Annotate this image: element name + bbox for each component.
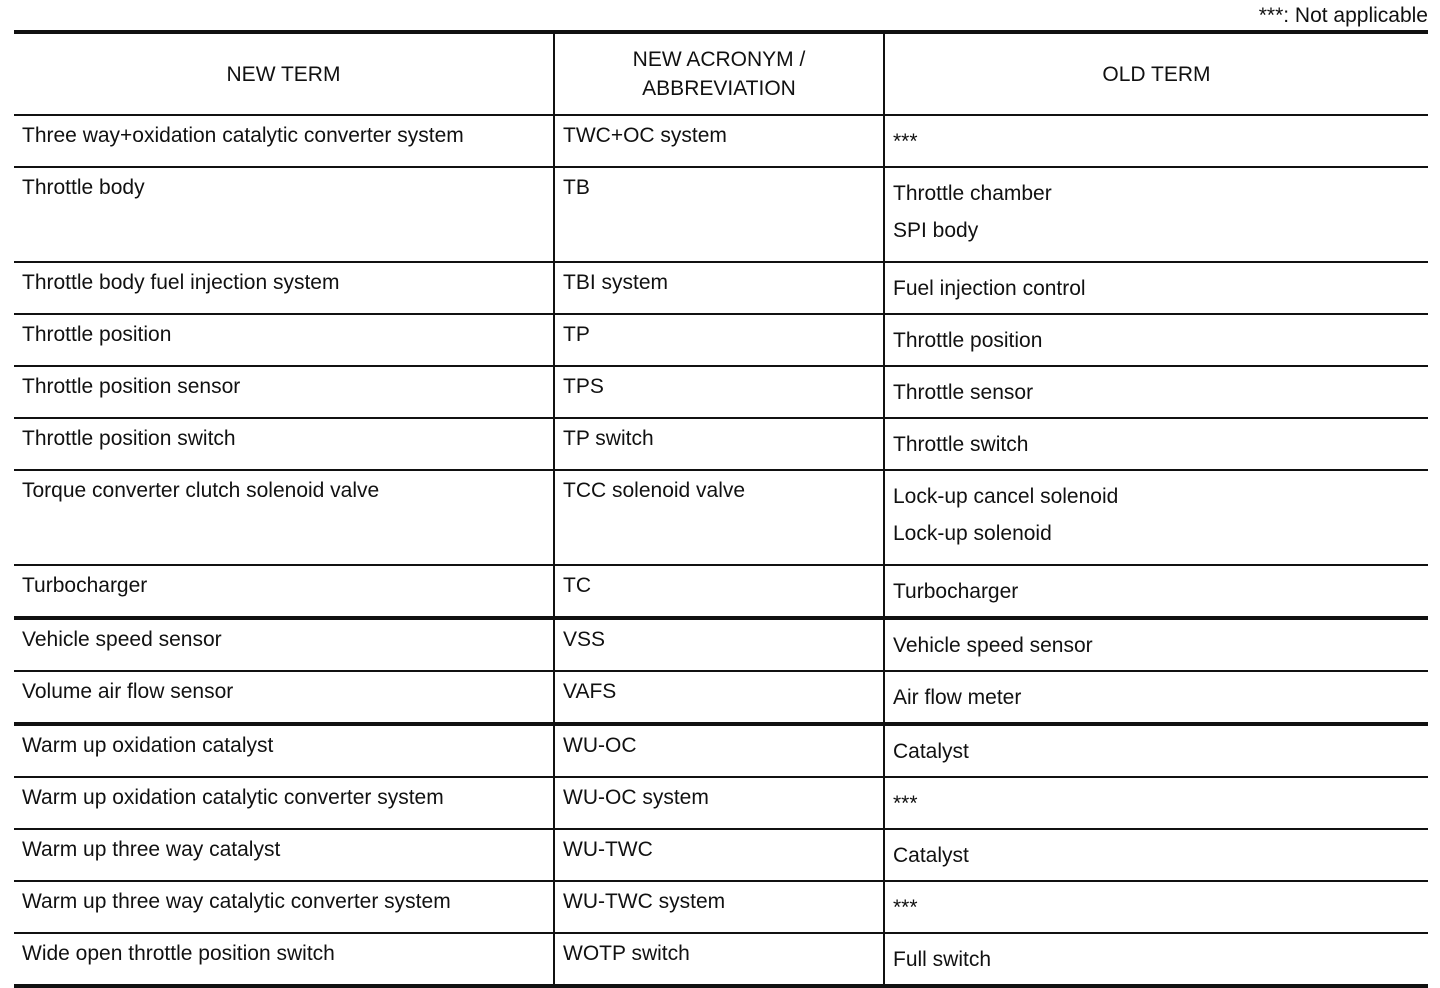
old-term: SPI body [893,219,979,242]
old-term-cell [884,366,1428,418]
table-row [14,115,1428,167]
old-term: Full switch [893,948,992,971]
new-term-cell: Throttle position [14,314,554,366]
old-term-cell [884,470,1428,565]
acronym-cell: WOTP switch [554,933,884,986]
old-term: Turbocharger [893,580,1019,603]
old-term: *** [893,792,918,815]
new-term-cell: Warm up three way catalytic converter system [14,881,554,933]
old-term: Air flow meter [893,686,1022,709]
old-term-cell [884,262,1428,314]
old-term-cell [884,724,1428,777]
table-row [14,881,1428,933]
acronym-cell: TPS [554,366,884,418]
acronym-cell: TBI system [554,262,884,314]
old-term: *** [893,130,918,153]
old-term: Vehicle speed sensor [893,634,1093,657]
header-old-term: OLD TERM [884,32,1428,115]
table-row [14,167,1428,262]
new-term-cell: Torque converter clutch solenoid valve [14,470,554,565]
new-term-cell: Throttle body fuel injection system [14,262,554,314]
old-term-cell [884,618,1428,671]
new-term-cell: Warm up oxidation catalytic converter system [14,777,554,829]
table-body [14,115,1428,986]
acronym-cell: WU-OC system [554,777,884,829]
old-term-cell [884,565,1428,618]
new-term-cell: Volume air flow sensor [14,671,554,724]
new-term-cell: Wide open throttle position switch [14,933,554,986]
acronym-cell: TC [554,565,884,618]
old-term-cell [884,777,1428,829]
table-row [14,933,1428,986]
old-term-cell [884,167,1428,262]
table-row [14,724,1428,777]
new-term-cell: Throttle position switch [14,418,554,470]
table-header [14,32,1428,115]
old-term-cell [884,115,1428,167]
old-term-cell [884,829,1428,881]
new-term-cell: Warm up three way catalyst [14,829,554,881]
table-row [14,671,1428,724]
old-term: Catalyst [893,740,969,763]
table-row [14,314,1428,366]
old-term-cell [884,314,1428,366]
old-term: Throttle sensor [893,381,1034,404]
terms-table [14,30,1428,988]
acronym-cell: TCC solenoid valve [554,470,884,565]
old-term-cell [884,933,1428,986]
header-acronym-line1: NEW ACRONYM / [632,48,806,71]
table-row [14,366,1428,418]
old-term: Catalyst [893,844,969,867]
table-row [14,618,1428,671]
acronym-cell: WU-TWC [554,829,884,881]
old-term: Fuel injection control [893,277,1086,300]
new-term-cell: Throttle position sensor [14,366,554,418]
old-term: Lock-up cancel solenoid [893,485,1119,508]
table-row [14,418,1428,470]
old-term: Throttle switch [893,433,1029,456]
new-term-cell: Throttle body [14,167,554,262]
table-row [14,262,1428,314]
table-row [14,565,1428,618]
acronym-cell: TP switch [554,418,884,470]
acronym-cell: TWC+OC system [554,115,884,167]
table-row [14,829,1428,881]
old-term: *** [893,896,918,919]
acronym-cell: TP [554,314,884,366]
not-applicable-note: ***: Not applicable [1258,4,1428,27]
new-term-cell: Warm up oxidation catalyst [14,724,554,777]
header-new-term: NEW TERM [14,32,554,115]
old-term-cell [884,881,1428,933]
old-term-cell [884,671,1428,724]
header-acronym [554,32,884,115]
new-term-cell: Turbocharger [14,565,554,618]
old-term: Throttle chamber [893,182,1052,205]
header-acronym-line2: ABBREVIATION [642,77,796,100]
table-row [14,777,1428,829]
table-row [14,470,1428,565]
acronym-cell: VSS [554,618,884,671]
new-term-cell: Three way+oxidation catalytic converter system [14,115,554,167]
old-term-cell [884,418,1428,470]
acronym-cell: WU-TWC system [554,881,884,933]
old-term: Lock-up solenoid [893,522,1052,545]
acronym-cell: WU-OC [554,724,884,777]
old-term: Throttle position [893,329,1043,352]
acronym-cell: VAFS [554,671,884,724]
acronym-cell: TB [554,167,884,262]
new-term-cell: Vehicle speed sensor [14,618,554,671]
